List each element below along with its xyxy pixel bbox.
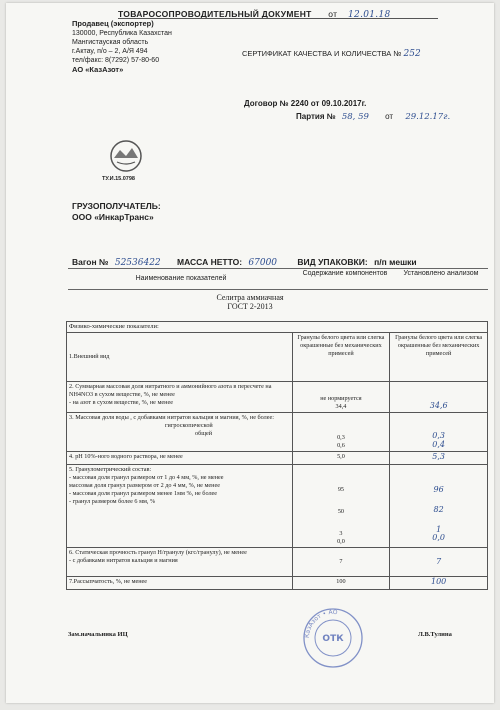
package-value: п/п мешки xyxy=(374,257,417,267)
row-norm: 0,3 0,6 xyxy=(292,413,390,452)
mass-value: 67000 xyxy=(248,258,278,268)
seller-heading: Продавец (экспортер) xyxy=(72,19,154,28)
seller-line: 130000, Республика Казахстан xyxy=(72,30,172,37)
norm-head: Гранулы белого цвета или слегка окрашенные без механических примесей xyxy=(292,333,390,382)
table-row xyxy=(67,452,488,465)
seller-company: АО «КазАзот» xyxy=(72,65,124,74)
row-found: 0,3 0,4 xyxy=(390,413,488,452)
certificate-number: 252 xyxy=(403,49,421,59)
signatory-name: Л.В.Тулина xyxy=(418,631,452,638)
date-handwritten: 12.01.18 xyxy=(348,10,391,20)
consignee-heading: ГРУЗОПОЛУЧАТЕЛЬ: xyxy=(72,201,161,211)
product-standard: ГОСТ 2-2013 xyxy=(227,302,273,311)
stamp-ring-text: КазАзот • АО xyxy=(303,608,338,639)
col-heading-name: Наименование показателей xyxy=(135,275,227,282)
row-norm: 5,0 xyxy=(292,452,390,465)
quality-certificate-page xyxy=(6,3,494,703)
row-norm: 7 xyxy=(292,548,390,577)
row-found: 100 xyxy=(390,577,488,590)
stamp-center-text: ОТК xyxy=(322,634,344,644)
batch-line: Партия № 58, 59 от 29.12.17г. xyxy=(296,112,451,122)
row-found: 7 xyxy=(390,548,488,577)
batch-date-prefix: от xyxy=(385,112,394,121)
certification-mark-icon xyxy=(104,136,148,180)
found-head: Гранулы белого цвета или слегка окрашенные без механических примесей xyxy=(390,333,488,382)
row-name: 6. Статическая прочность гранул Н/гранулу (кгс/гранулу), не менее - с добавками нитратов кальция и магния xyxy=(67,548,293,577)
consignee-block xyxy=(72,201,161,223)
signatory-title: Зам.начальника ИЦ xyxy=(68,631,128,638)
indicators-table xyxy=(66,321,488,590)
row-name: 7.Рассыпчатость, %, не менее xyxy=(67,577,293,590)
shipment-line: Вагон № 52536422 МАССА НЕТТО: 67000 ВИД УПАКОВКИ: п/п мешки xyxy=(72,257,417,268)
certificate-label: СЕРТИФИКАТ КАЧЕСТВА И КОЛИЧЕСТВА № 252 xyxy=(242,49,421,59)
row-name: 3. Массовая доля воды , с добавками нитратов кальция и магния, %, не более: гигроскопической общей xyxy=(67,413,293,452)
product-name: Селитра аммиачная xyxy=(216,293,284,302)
contract-label: Договор № 2240 от 09.10.2017г. xyxy=(244,99,367,108)
date-prefix: от xyxy=(328,9,338,19)
section-title: Физико-химические показатели: xyxy=(67,322,488,333)
row-found: 96 82 1 0,0 xyxy=(390,465,488,548)
seller-line: г.Актау, п/о – 2, А/Я 494 xyxy=(72,48,148,55)
header-rule-bottom xyxy=(68,289,488,290)
row-found: 34,6 xyxy=(390,382,488,413)
seller-block xyxy=(72,19,172,75)
table-section-row xyxy=(67,322,488,333)
table-row xyxy=(67,382,488,413)
row-norm: не нормируется 34,4 xyxy=(292,382,390,413)
row-name: 4. pH 10%-ного водного раствора, не менее xyxy=(67,452,293,465)
table-row xyxy=(67,577,488,590)
row-norm: 100 xyxy=(292,577,390,590)
table-row xyxy=(67,333,488,382)
seal-caption: ТУ.И.15.0798 xyxy=(102,176,135,182)
batch-date: 29.12.17г. xyxy=(405,112,451,122)
row-name: 1.Внешний вид xyxy=(67,333,293,382)
row-name: 5. Гранулометрический состав: - массовая доля гранул размером от 1 до 4 мм, %, не менее массовая доля гранул размером от 2 до 4 мм, %, не менее - массовая доля гранул размером менее 1мм %, не более - гранул размером более 6 мм, % xyxy=(67,465,293,548)
batch-number: 58, 59 xyxy=(341,112,369,122)
row-name: 2. Суммарная массовая доля нитратного и аммонийного азота в пересчете на NH4NO3 в сухом веществе, %, не менее - на азот в сухом веществе, %, не менее xyxy=(67,382,293,413)
col-heading-content: Содержание компонентов xyxy=(302,270,388,277)
product-heading xyxy=(6,293,494,311)
row-norm: 95 50 3 0,0 xyxy=(292,465,390,548)
document-title: ТОВАРОСОПРОВОДИТЕЛЬНЫЙ ДОКУМЕНТ от 12.01.18 xyxy=(118,9,391,20)
seller-line: тел/факс: 8(7292) 57-80-60 xyxy=(72,57,160,64)
header-rule-top xyxy=(68,268,488,269)
table-row xyxy=(67,465,488,548)
table-row xyxy=(67,548,488,577)
consignee-name: ООО «ИнкарТранс» xyxy=(72,212,154,222)
wagon-number: 52536422 xyxy=(114,258,161,268)
seller-line: Мангистауская область xyxy=(72,39,149,46)
col-heading-found: Установлено анализом xyxy=(403,270,479,277)
table-row xyxy=(67,413,488,452)
row-found: 5,3 xyxy=(390,452,488,465)
stamp-icon xyxy=(302,607,364,669)
